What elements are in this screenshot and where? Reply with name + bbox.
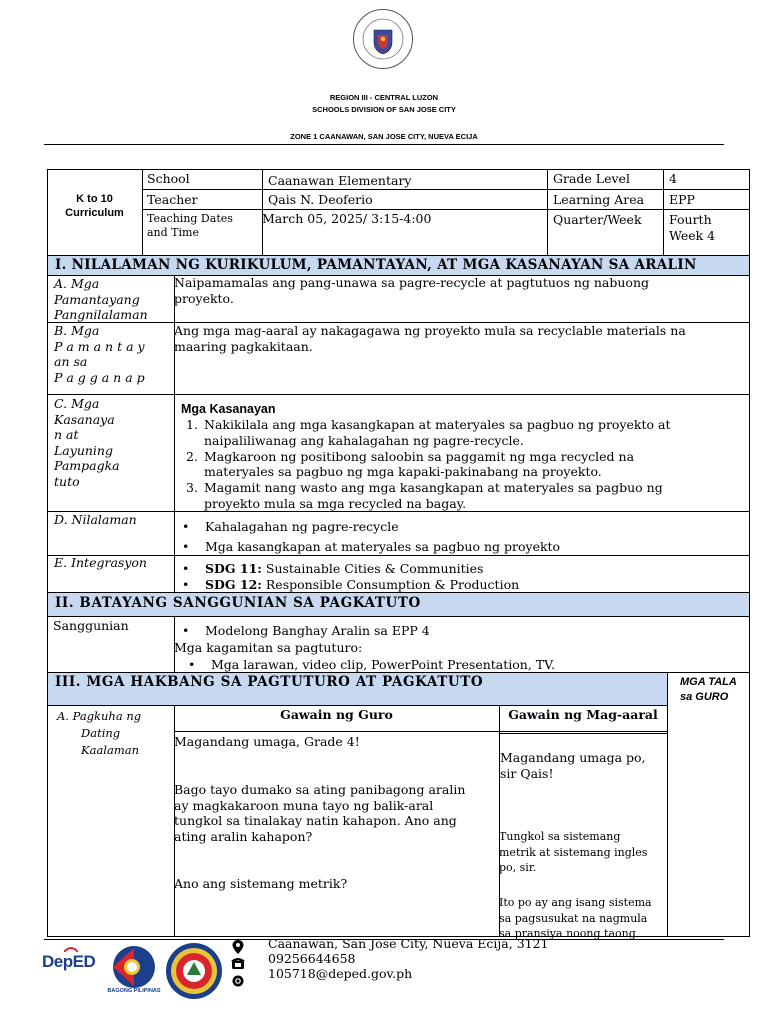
bagong-pilipinas-logo: BAGONG PILIPINAS [106,944,162,994]
grade-value: 4 [669,171,677,186]
division-text: SCHOOLS DIVISION OF SAN JOSE CITY [312,105,456,114]
col-student-header: Gawain ng Mag-aaral [508,707,658,722]
kasanayan-item: 1. Nakikilala ang mga kasangkapan at materyales sa pagbuo ng proyekto at naipaliliwanag ang kahalagahan ng pagre-recycle. [186,417,671,448]
sanggunian-label: Sanggunian [53,618,129,633]
deped-seal [352,8,414,70]
row-e-label: E. Integrasyon [54,555,147,570]
list-item: • Mga kasangkapan at materyales sa pagbuo ng proyekto [174,539,560,555]
row-a-text: Naipamamalas ang pang-unawa sa pagre-recycle at pagtutuos ng nabuong proyekto. [174,275,649,306]
student-answer-1: Tungkol sa sistemang metrik at sistemang ingles po, sir. [499,830,648,874]
learning-area-label: Learning Area [553,192,645,207]
kasanayan-item: 2. Magkaroon ng positibong saloobin sa paggamit ng mga recycled na materyales sa pagbuo ng mga kapaki-pakinabang na proyekto. [186,448,635,480]
row-b-text: Ang mga mag-aaral ay nakagagawa ng proyekto mula sa recyclable materials na maaring pagkakitaan. [174,323,686,354]
sdg-item: • SDG 11: Sustainable Cities & Communities [174,561,519,577]
email-icon [232,972,244,991]
row-a-pagkuha-label: A. Pagkuha ng Dating Kaalaman [57,709,142,757]
kasanayan-list [174,417,744,512]
section-1-title: I. NILALAMAN NG KURIKULUM, PAMANTAYAN, AT MGA KASANAYAN SA ARALIN [55,257,697,273]
col-teacher-header: Gawain ng Guro [280,707,393,722]
footer-email: 105718@deped.gov.ph [268,966,413,981]
kagamitan-heading: Mga kagamitan sa pagtuturo: [174,640,363,655]
kagamitan-list [180,657,555,673]
dates-value: March 05, 2025/ 3:15-4:00 [262,211,432,226]
dates-label: Teaching Dates and Time [147,212,233,239]
notes-header: MGA TALA sa GURO [680,676,737,703]
kasanayan-item: 3. Magamit nang wasto ang mga kasangkapan at materyales sa pagbuo ng proyekto mula sa mga recycled na bagay. [186,480,663,511]
school-label: School [147,171,190,186]
teacher-review: Bago tayo dumako sa ating panibagong aralin ay magkakaroon muna tayo ng balik-aral tungkol sa tinalakay natin kahapon. Ano ang ating aralin kahapon? [174,782,466,844]
teacher-value: Qais N. Deoferio [268,192,373,207]
teacher-label: Teacher [147,192,198,207]
sdg-item: • SDG 12: Responsible Consumption & Production [174,577,519,593]
curriculum-label: K to 10 Curriculum [65,193,124,219]
sanggunian-list [174,623,430,639]
list-item: • Mga larawan, video clip, PowerPoint Presentation, TV. [180,657,555,673]
student-greeting: Magandang umaga po, sir Qais! [500,750,646,781]
grade-label: Grade Level [553,171,630,186]
region-text: REGION III - CENTRAL LUZON [329,93,439,102]
quarter-label: Quarter/Week [553,212,642,227]
row-a-label: A. Mga Pamantayang Pangnilalaman [54,276,148,322]
integrasyon-list [174,561,519,592]
list-item: • Modelong Banghay Aralin sa EPP 4 [174,623,430,639]
section-2-title: II. BATAYANG SANGGUNIAN SA PAGKATUTO [55,595,421,611]
section-3-title: III. MGA HAKBANG SA PAGTUTURO AT PAGKATUTO [55,674,484,690]
header-rule [44,144,724,145]
learning-area-value: EPP [669,192,695,207]
school-value: Caanawan Elementary [268,173,412,188]
footer-address: Caanawan, San Jose City, Nueva Ecija, 3121 [268,936,549,951]
teacher-question: Ano ang sistemang metrik? [174,876,348,891]
kasanayan-heading: Mga Kasanayan [181,402,276,416]
teacher-greeting: Magandang umaga, Grade 4! [174,734,360,749]
deped-logo: DepED [42,952,102,972]
row-b-label: B. Mga P a m a n t a y an sa P a g g a n a p [54,323,145,385]
footer-phone: 09256644658 [268,951,356,966]
row-c-label: C. Mga Kasanaya n at Layuning Pampagka tuto [54,396,120,489]
student-answer-2: Ito po ay ang isang sistema sa pagsusukat na nagmula sa pransiya noong taong [499,896,652,940]
nilalaman-list [174,519,560,554]
row-d-label: D. Nilalaman [54,512,137,527]
school-seal [165,942,223,1000]
quarter-value: Fourth Week 4 [669,212,716,243]
zone-text: ZONE 1 CAANAWAN, SAN JOSE CITY, NUEVA ECIJA [290,132,478,141]
list-item: • Kahalagahan ng pagre-recycle [174,519,560,535]
